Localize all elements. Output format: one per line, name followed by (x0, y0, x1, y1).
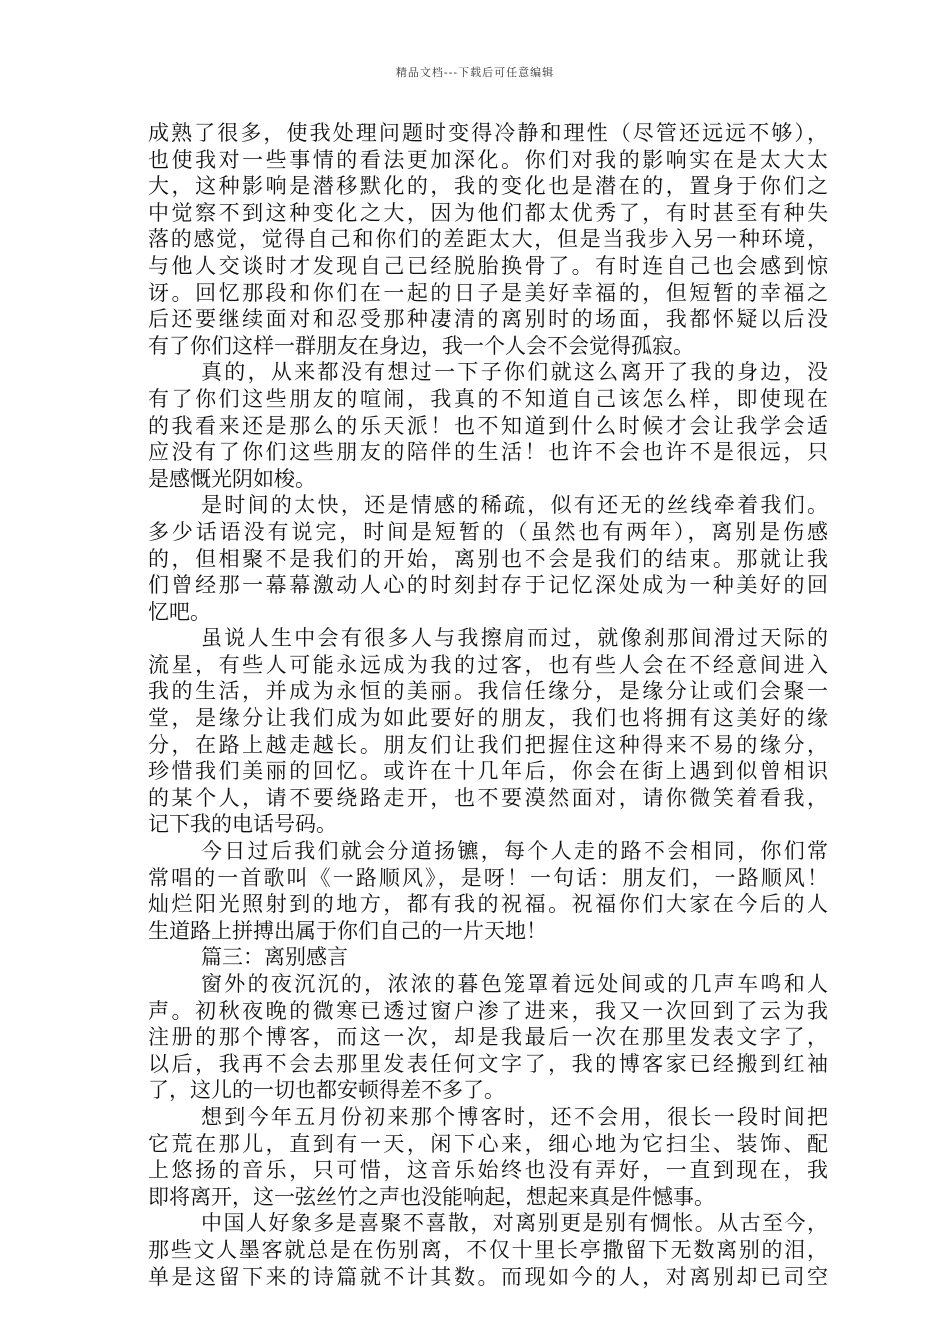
document-body (148, 120, 828, 1290)
text-line: 分，在路上越走越长。朋友们让我们把握住这种得来不易的缘分， (148, 732, 828, 757)
text-line: 后还要继续面对和忍受那种凄清的离别时的场面，我都怀疑以后没 (148, 307, 828, 332)
text-line: 与他人交谈时才发现自己已经脱胎换骨了。有时连自己也会感到惊 (148, 253, 828, 278)
text-line: 想到今年五月份初来那个博客时，还不会用，很长一段时间把 (201, 1104, 828, 1129)
text-line: 了，这儿的一切也都安顿得差不多了。 (148, 1078, 505, 1103)
text-line: 大，这种影响是潜移默化的，我的变化也是潜在的，置身于你们之 (148, 174, 828, 199)
text-line: 上悠扬的音乐，只可惜，这音乐始终也没有弄好，一直到现在，我 (148, 1158, 828, 1183)
text-line: 单是这留下来的诗篇就不计其数。而现如今的人，对离别却已司空 (148, 1264, 828, 1289)
text-line: 窗外的夜沉沉的，浓浓的暮色笼罩着远处间或的几声车鸣和人 (201, 972, 828, 996)
text-line: 也使我对一些事情的看法更加深化。你们对我的影响实在是太大太 (148, 147, 828, 172)
text-line: 珍惜我们美丽的回忆。或许在十几年后，你会在街上遇到似曾相识 (148, 759, 828, 784)
text-line: 应没有了你们这些朋友的陪伴的生活！也许不会也许不是很远，只 (148, 440, 828, 465)
text-line: 的，但相聚不是我们的开始，离别也不会是我们的结束。那就让我 (148, 546, 828, 571)
text-line: 堂，是缘分让我们成为如此要好的朋友，我们也将拥有这美好的缘 (148, 706, 828, 731)
text-line: 有了你们这样一群朋友在身边，我一个人会不会觉得孤寂。 (148, 333, 694, 358)
text-line: 今日过后我们就会分道扬镳，每个人走的路不会相同，你们常 (201, 839, 828, 864)
text-line: 常唱的一首歌叫《一路顺风》，是呀！一句话：朋友们，一路顺风！ (148, 865, 828, 890)
text-line: 中觉察不到这种变化之大，因为他们都太优秀了，有时甚至有种失 (148, 200, 828, 225)
text-line: 落的感觉，觉得自己和你们的差距太大，但是当我步入另一种环境， (148, 227, 828, 252)
text-line: 它荒在那儿，直到有一天，闲下心来，细心地为它扫尘、装饰、配 (148, 1131, 828, 1156)
text-line: 那些文人墨客就总是在伤别离，不仅十里长亭撒留下无数离别的泪， (148, 1237, 828, 1262)
text-line: 是时间的太快，还是情感的稀疏，似有还无的丝线牵着我们。 (201, 493, 828, 518)
text-line: 是感慨光阴如梭。 (148, 466, 316, 491)
text-line: 注册的那个博客，而这一次，却是我最后一次在那里发表文字了， (148, 1025, 828, 1050)
text-line: 记下我的电话号码。 (148, 812, 337, 837)
text-line: 中国人好象多是喜聚不喜散，对离别更是别有惆怅。从古至今， (201, 1211, 828, 1236)
text-line: 篇三：离别感言 (201, 945, 348, 970)
text-line: 真的，从来都没有想过一下子你们就这么离开了我的身边，没 (201, 360, 828, 385)
text-line: 多少话语没有说完，时间是短暂的（虽然也有两年），离别是伤感 (148, 519, 828, 544)
text-line: 成熟了很多，使我处理问题时变得冷静和理性（尽管还远远不够）， (148, 121, 828, 145)
text-line: 们曾经那一幕幕激动人心的时刻封存于记忆深处成为一种美好的回 (148, 573, 828, 598)
text-line: 流星，有些人可能永远成为我的过客，也有些人会在不经意间进入 (148, 652, 828, 677)
text-line: 即将离开，这一弦丝竹之声也没能响起，想起来真是件憾事。 (148, 1184, 715, 1209)
text-line: 的我看来还是那么的乐天派！也不知道到什么时候才会让我学会适 (148, 413, 828, 438)
text-line: 灿烂阳光照射到的地方，都有我的祝福。祝福你们大家在今后的人 (148, 892, 828, 917)
text-line: 有了你们这些朋友的喧闹，我真的不知道自己该怎么样，即使现在 (148, 386, 828, 411)
text-line: 以后，我再不会去那里发表任何文字了，我的博客家已经搬到红袖 (148, 1051, 828, 1076)
text-line: 我的生活，并成为永恒的美丽。我信任缘分，是缘分让或们会聚一 (148, 679, 828, 704)
text-line: 虽说人生中会有很多人与我擦肩而过，就像刹那间滑过天际的 (201, 626, 828, 651)
text-line: 的某个人，请不要绕路走开，也不要漠然面对，请你微笑着看我， (148, 785, 828, 810)
text-line: 声。初秋夜晚的微寒已透过窗户渗了进来，我又一次回到了云为我 (148, 998, 828, 1023)
text-line: 讶。回忆那段和你们在一起的日子是美好幸福的，但短暂的幸福之 (148, 280, 828, 305)
text-line: 生道路上拼搏出属于你们自己的一片天地！ (148, 918, 547, 943)
text-line: 忆吧。 (148, 599, 211, 624)
page-header: 精品文档---下载后可任意编辑 (395, 66, 555, 79)
